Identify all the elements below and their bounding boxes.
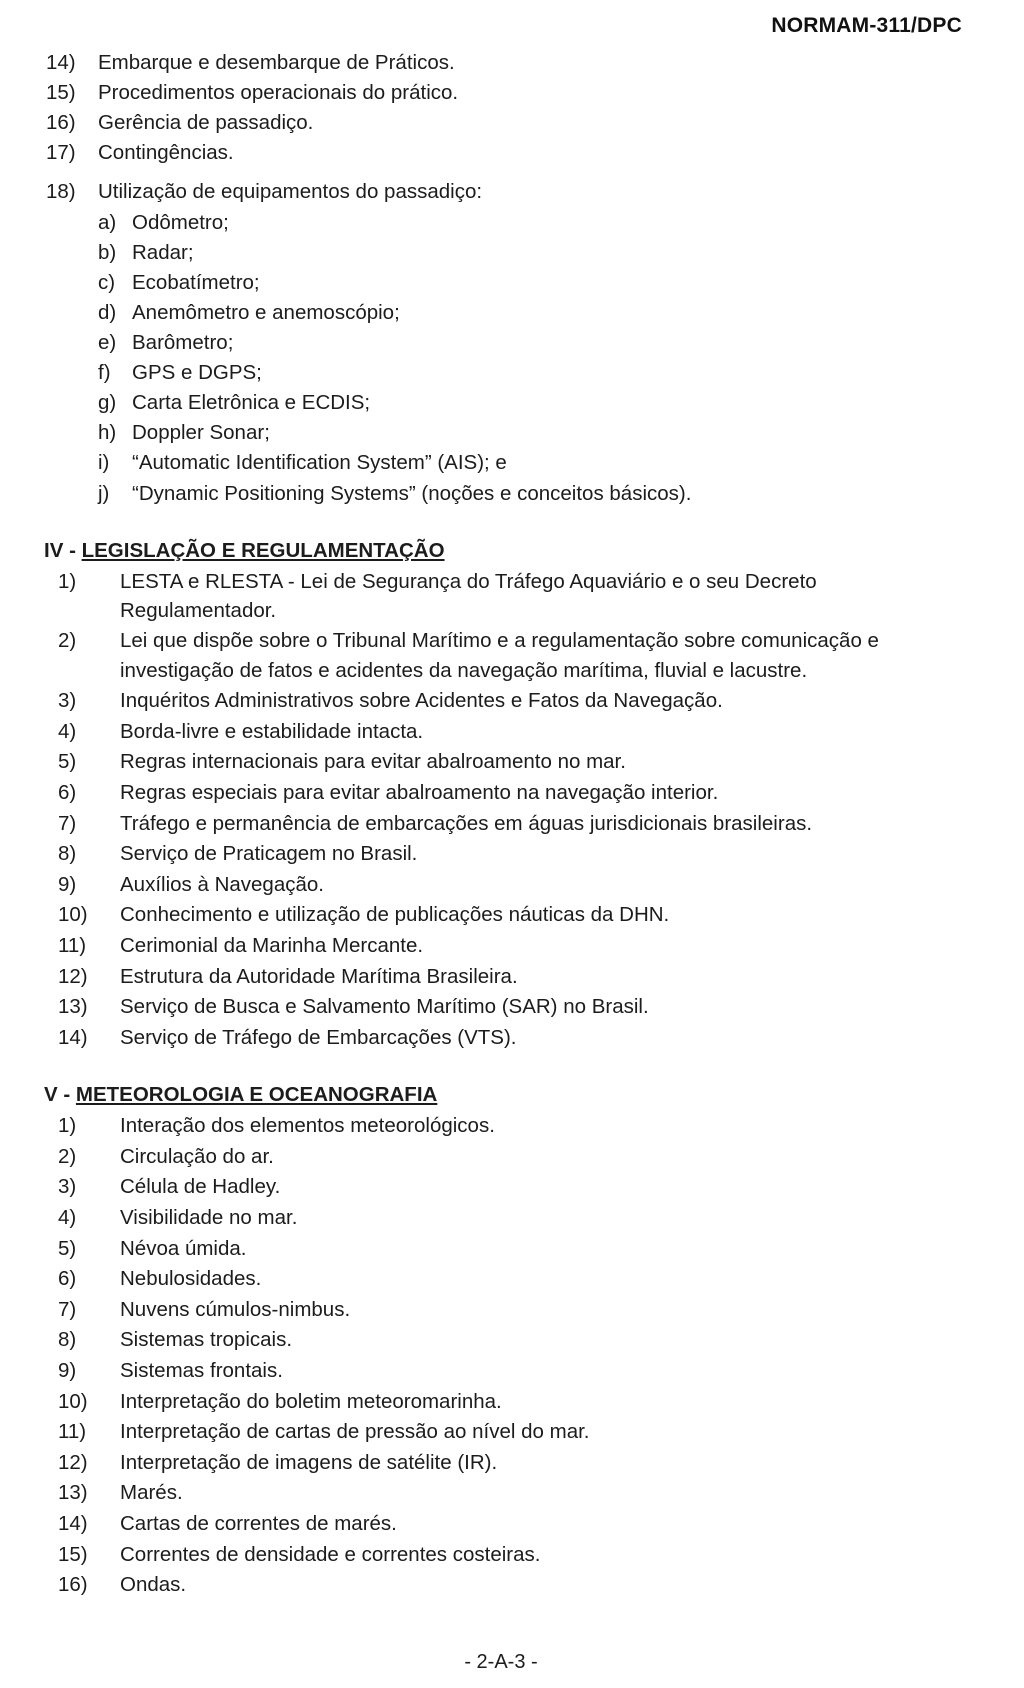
list-item — [40, 747, 962, 776]
list-item — [40, 567, 962, 625]
list-marker: 2) — [58, 1144, 77, 1168]
list-item — [40, 1023, 962, 1052]
list-marker: 12) — [58, 1450, 88, 1474]
section-roman: V - — [44, 1083, 71, 1106]
section-heading — [40, 1080, 962, 1109]
list-item — [40, 108, 962, 137]
list-marker: 14) — [58, 1025, 88, 1049]
list-marker: 7) — [58, 811, 77, 835]
list-marker: 2) — [58, 629, 77, 653]
list-text: “Automatic Identification System” (AIS); e — [132, 451, 507, 475]
list-marker: 16) — [46, 111, 76, 135]
list-item — [40, 268, 962, 297]
list-item — [40, 870, 962, 899]
list-item — [40, 717, 962, 746]
section-meteorologia — [40, 1080, 962, 1599]
list-marker: 3) — [58, 689, 77, 713]
list-item — [40, 1509, 962, 1538]
document-header-code: NORMAM-311/DPC — [771, 14, 962, 37]
section-heading — [40, 536, 962, 565]
page-footer: - 2-A-3 - — [464, 1651, 538, 1674]
list-marker: b) — [98, 240, 117, 264]
list-item — [40, 208, 962, 237]
list-marker: e) — [98, 330, 117, 354]
list-marker: 17) — [46, 141, 76, 165]
list-item — [40, 1448, 962, 1477]
list-text: Regras internacionais para evitar abalroamento no mar. — [120, 750, 626, 774]
list-item — [40, 931, 962, 960]
list-marker: 9) — [58, 872, 77, 896]
list-marker: i) — [98, 451, 110, 475]
list-marker: 16) — [58, 1573, 88, 1597]
list-marker: 12) — [58, 964, 88, 988]
list-text: Ondas. — [120, 1573, 187, 1597]
list-marker: 5) — [58, 750, 77, 774]
list-marker: c) — [98, 270, 116, 294]
list-text — [120, 626, 962, 684]
list-text: Estrutura da Autoridade Marítima Brasileira. — [120, 964, 518, 988]
list-item — [40, 78, 962, 107]
list-marker: h) — [98, 421, 117, 445]
list-marker: 14) — [58, 1512, 88, 1536]
list-item — [40, 138, 962, 167]
list-text: Anemômetro e anemoscópio; — [132, 300, 400, 324]
list-item — [40, 479, 962, 508]
list-text: Regras especiais para evitar abalroamento na navegação interior. — [120, 781, 719, 805]
list-marker: 1) — [58, 569, 77, 593]
list-text: Serviço de Busca e Salvamento Marítimo (SAR) no Brasil. — [120, 995, 649, 1019]
list-marker: 10) — [58, 903, 88, 927]
list-text: Visibilidade no mar. — [120, 1205, 298, 1229]
list-marker: 13) — [58, 995, 88, 1019]
list-marker: 4) — [58, 719, 77, 743]
list-text: Gerência de passadiço. — [98, 111, 314, 135]
list-text: Borda-livre e estabilidade intacta. — [120, 719, 424, 743]
list-text: Contingências. — [98, 141, 234, 165]
list-item — [40, 778, 962, 807]
list-text: Marés. — [120, 1481, 183, 1505]
list-marker: 6) — [58, 781, 77, 805]
list-marker: 6) — [58, 1267, 77, 1291]
list-item — [40, 839, 962, 868]
list-marker: 5) — [58, 1236, 77, 1260]
list-text: Circulação do ar. — [120, 1144, 274, 1168]
list-item — [40, 1356, 962, 1385]
list-marker: 11) — [58, 1420, 87, 1444]
list-text: Cartas de correntes de marés. — [120, 1512, 397, 1536]
list-item — [40, 1111, 962, 1140]
list-item — [40, 1478, 962, 1507]
list-item — [40, 448, 962, 477]
list-text: Auxílios à Navegação. — [120, 872, 324, 896]
list-text: Interpretação de imagens de satélite (IR). — [120, 1450, 498, 1474]
section-name: LEGISLAÇÃO E REGULAMENTAÇÃO — [81, 538, 445, 562]
list-text: Doppler Sonar; — [132, 421, 270, 445]
list-marker: 10) — [58, 1389, 88, 1413]
list-item — [40, 1203, 962, 1232]
list-text: Serviço de Praticagem no Brasil. — [120, 842, 418, 866]
list-marker: 18) — [46, 180, 76, 204]
list-item — [40, 358, 962, 387]
list-item — [40, 48, 962, 77]
list-text: Ecobatímetro; — [132, 270, 260, 294]
list-text: Radar; — [132, 240, 194, 264]
list-item — [40, 1234, 962, 1263]
list-item — [40, 1172, 962, 1201]
list-text: Sistemas frontais. — [120, 1358, 283, 1382]
document-body — [40, 48, 962, 1599]
list-item — [40, 626, 962, 684]
list-text: “Dynamic Positioning Systems” (noções e conceitos básicos). — [132, 481, 692, 505]
list-text: Odômetro; — [132, 210, 229, 234]
list-text: GPS e DGPS; — [132, 361, 262, 385]
list-item — [40, 809, 962, 838]
list-marker: 3) — [58, 1175, 77, 1199]
list-text: Célula de Hadley. — [120, 1175, 281, 1199]
list-marker: 4) — [58, 1205, 77, 1229]
list-text: Sistemas tropicais. — [120, 1328, 293, 1352]
list-item — [40, 1142, 962, 1171]
list-marker: 13) — [58, 1481, 88, 1505]
list-text: Serviço de Tráfego de Embarcações (VTS). — [120, 1025, 517, 1049]
list-text: Carta Eletrônica e ECDIS; — [132, 391, 371, 415]
list-marker: 14) — [46, 51, 76, 74]
list-item — [40, 1387, 962, 1416]
list-item — [40, 298, 962, 327]
equipment-sub-list — [40, 208, 962, 508]
list-text-line2: investigação de fatos e acidentes da navegação marítima, fluvial e lacustre. — [120, 658, 808, 682]
list-text: Conhecimento e utilização de publicações náuticas da DHN. — [120, 903, 670, 927]
list-text: Tráfego e permanência de embarcações em águas jurisdicionais brasileiras. — [120, 811, 813, 835]
section-roman: IV - — [44, 538, 76, 562]
list-marker: j) — [98, 481, 110, 505]
list-text: Utilização de equipamentos do passadiço: — [98, 180, 483, 204]
list-item — [40, 388, 962, 417]
list-marker: f) — [98, 361, 111, 385]
list-item — [40, 962, 962, 991]
list-text: Interpretação de cartas de pressão ao nível do mar. — [120, 1420, 590, 1444]
list-item — [40, 1540, 962, 1569]
list-text-line1: Lei que dispõe sobre o Tribunal Marítimo e a regulamentação sobre comunicação e — [120, 629, 879, 653]
list-item — [40, 900, 962, 929]
list-text: Procedimentos operacionais do prático. — [98, 81, 459, 105]
list-text: Nebulosidades. — [120, 1267, 262, 1291]
list-marker: 15) — [58, 1542, 88, 1566]
list-item — [40, 238, 962, 267]
list-marker: g) — [98, 391, 117, 415]
list-marker: 8) — [58, 1328, 77, 1352]
list-marker: d) — [98, 300, 117, 324]
list-text: Inquéritos Administrativos sobre Acidentes e Fatos da Navegação. — [120, 689, 723, 713]
list-item — [40, 328, 962, 357]
section-legislacao — [40, 536, 962, 1052]
list-item — [40, 418, 962, 447]
list-item — [40, 686, 962, 715]
list-item — [40, 1264, 962, 1293]
list-text: Barômetro; — [132, 330, 234, 354]
list-item — [40, 1570, 962, 1599]
top-numbered-list — [40, 48, 962, 207]
list-marker: 9) — [58, 1358, 77, 1382]
list-marker: 7) — [58, 1297, 77, 1321]
list-marker: 8) — [58, 842, 77, 866]
list-text: Interação dos elementos meteorológicos. — [120, 1114, 495, 1138]
list-item — [40, 177, 962, 206]
list-text: Cerimonial da Marinha Mercante. — [120, 934, 424, 958]
list-marker: a) — [98, 210, 117, 234]
list-text: Embarque e desembarque de Práticos. — [98, 51, 455, 74]
section-name: METEOROLOGIA E OCEANOGRAFIA — [75, 1083, 438, 1106]
list-text: Névoa úmida. — [120, 1236, 247, 1260]
list-text: LESTA e RLESTA - Lei de Segurança do Tráfego Aquaviário e o seu Decreto Regulamentador. — [120, 569, 817, 622]
list-item — [40, 1325, 962, 1354]
list-text: Nuvens cúmulos-nimbus. — [120, 1297, 351, 1321]
list-marker: 15) — [46, 81, 76, 105]
list-text: Interpretação do boletim meteoromarinha. — [120, 1389, 502, 1413]
list-item — [40, 992, 962, 1021]
list-marker: 11) — [58, 934, 87, 958]
list-item — [40, 1417, 962, 1446]
list-text: Correntes de densidade e correntes costeiras. — [120, 1542, 541, 1566]
list-item — [40, 1295, 962, 1324]
list-marker: 1) — [58, 1114, 77, 1138]
